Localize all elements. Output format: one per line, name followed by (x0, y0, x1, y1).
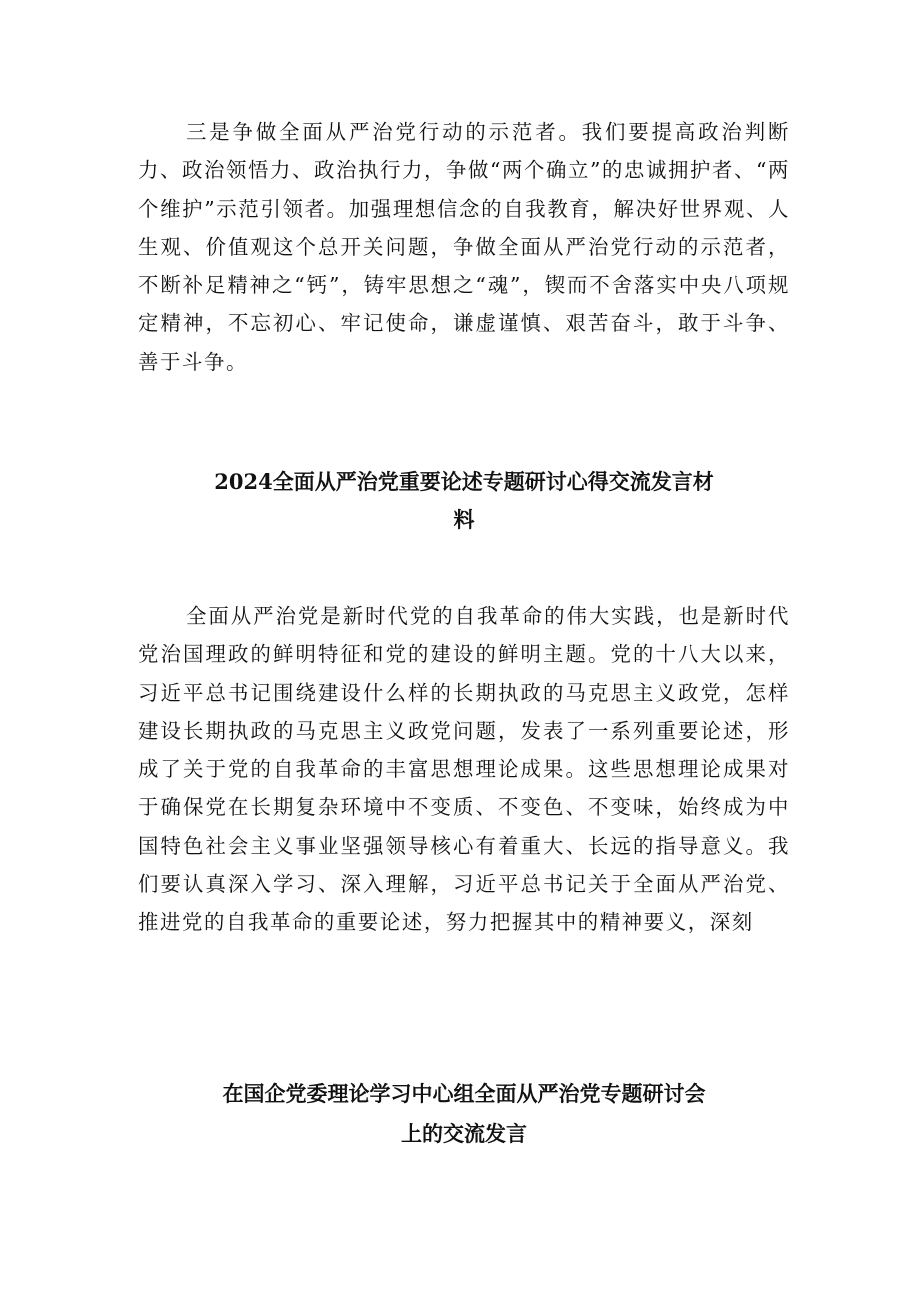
body-paragraph: 三是争做全面从严治党行动的示范者。我们要提高政治判断力、政治领悟力、政治执行力，争做“两个确立”的忠诚拥护者、“两个维护”示范引领者。加强理想信念的自我教育，解决好世界观、人生观、价值观这个总开关问题，争做全面从严治党行动的示范者，不断补足精神之“钙”，铸牢思想之“魂”，锲而不舍落实中央八项规定精神，不忘初心、牢记使命，谦虚谨慎、艰苦奋斗，敢于斗争、善于斗争。 (138, 120, 790, 374)
body-paragraph: 全面从严治党是新时代党的自我革命的伟大实践，也是新时代党治国理政的鲜明特征和党的建设的鲜明主题。党的十八大以来，习近平总书记围绕建设什么样的长期执政的马克思主义政党，怎样建设长期执政的马克思主义政党问题，发表了一系列重要论述，形成了关于党的自我革命的丰富思想理论成果。这些思想理论成果对于确保党在长期复杂环境中不变质、不变色、不变味，始终成为中国特色社会主义事业坚强领导核心有着重大、长远的指导意义。我们要认真深入学习、深入理解，习近平总书记关于全面从严治党、推进党的自我革命的重要论述，努力把握其中的精神要义，深刻 (138, 604, 790, 935)
section-heading-line: 2024全面从严治党重要论述专题研讨心得交流发言材 (214, 469, 714, 494)
section-heading-line: 在国企党委理论学习中心组全面从严治党专题研讨会 (222, 1082, 706, 1106)
section-heading-line: 上的交流发言 (401, 1122, 527, 1146)
section-heading (138, 463, 790, 539)
section-heading (138, 1074, 790, 1154)
section-heading-line: 料 (453, 507, 475, 532)
